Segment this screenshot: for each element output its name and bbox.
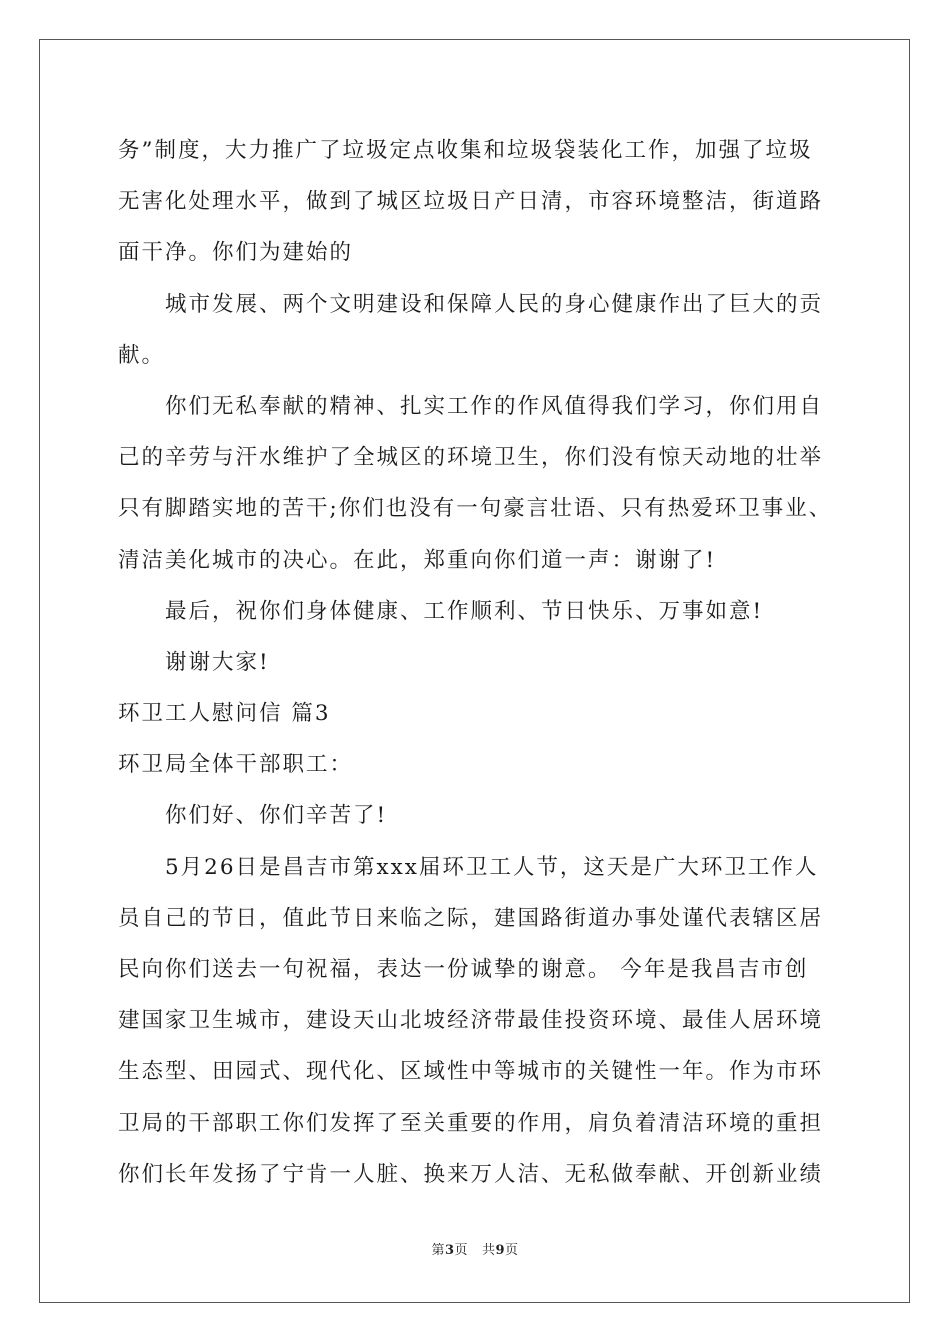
text-line: 环卫局全体干部职工：: [118, 752, 354, 778]
text-line: 5月26日是昌吉市第xxx届环卫工人节，这天是广大环卫工作人: [165, 854, 819, 880]
page-footer: [0, 1239, 950, 1258]
text-line: 民向你们送去一句祝福，表达一份诚挚的谢意。 今年是我昌吉市创: [118, 957, 809, 982]
text-line: 建国家卫生城市，建设天山北坡经济带最佳投资环境、最佳人居环境: [118, 1008, 824, 1034]
text-line: 最后，祝你们身体健康、工作顺利、节日快乐、万事如意!: [165, 598, 764, 624]
text-line: 你们长年发扬了宁肯一人脏、换来万人洁、无私做奉献、开创新业绩: [118, 1161, 824, 1187]
current-page-number: 3: [444, 1243, 455, 1258]
text-line: 务”制度，大力推广了垃圾定点收集和垃圾袋装化工作，加强了垃圾: [118, 138, 813, 163]
text-line: 己的辛劳与汗水维护了全城区的环境卫生，你们没有惊天动地的壮举: [118, 445, 824, 471]
text-line: 献。: [118, 342, 166, 368]
text-line: 你们无私奉献的精神、扎实工作的作风值得我们学习，你们用自: [165, 393, 824, 419]
text-line: 清洁美化城市的决心。在此，郑重向你们道一声：谢谢了!: [118, 547, 717, 573]
text-line: 只有脚踏实地的苦干;你们也没有一句豪言壮语、只有热爱环卫事业、: [118, 496, 833, 522]
text-line: 生态型、田园式、现代化、区域性中等城市的关键性一年。作为市环: [118, 1059, 824, 1085]
total-pages-number: 9: [495, 1243, 506, 1258]
text-line: 谢谢大家!: [165, 649, 270, 675]
text-line: 你们好、你们辛苦了!: [165, 803, 388, 829]
page-number-suffix: 页: [454, 1243, 469, 1258]
text-line: 环卫工人慰问信 篇3: [118, 701, 331, 727]
text-line: 卫局的干部职工你们发挥了至关重要的作用，肩负着清洁环境的重担: [118, 1110, 824, 1136]
total-pages-suffix: 页: [505, 1243, 519, 1258]
text-line: 面干净。你们为建始的: [118, 240, 354, 266]
text-line: 城市发展、两个文明建设和保障人民的身心健康作出了巨大的贡: [165, 291, 824, 317]
page-number-prefix: 第: [431, 1243, 445, 1258]
total-pages-prefix: 共: [481, 1243, 496, 1258]
text-line: 无害化处理水平，做到了城区垃圾日产日清，市容环境整洁，街道路: [118, 189, 824, 215]
text-line: 员自己的节日，值此节日来临之际，建国路街道办事处谨代表辖区居: [118, 905, 824, 931]
document-body: [118, 125, 848, 1200]
